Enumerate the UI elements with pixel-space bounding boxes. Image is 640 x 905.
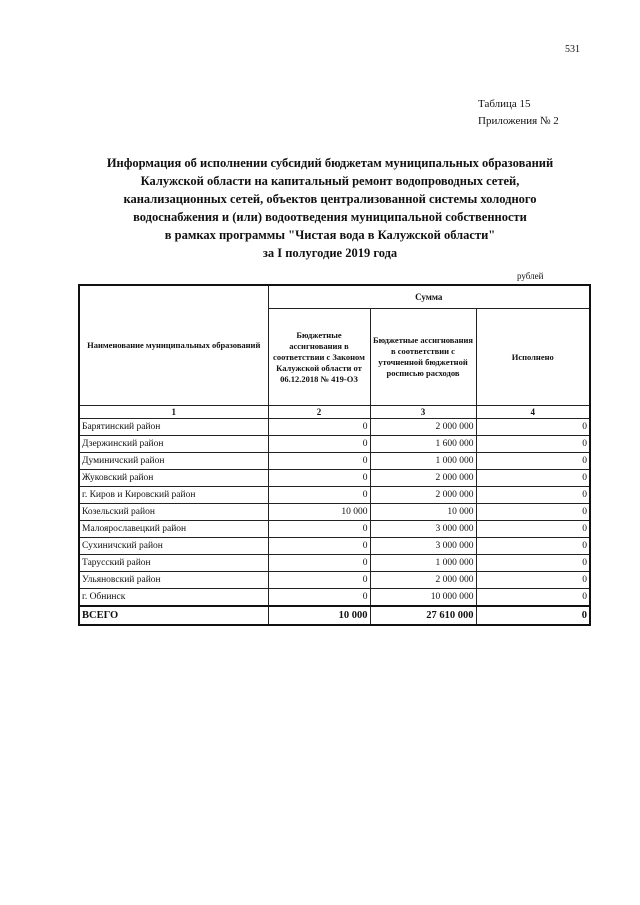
title-line: за I полугодие 2019 года — [262, 246, 398, 260]
column-number: 3 — [370, 406, 476, 419]
document-title — [60, 154, 600, 262]
executed-amount: 0 — [476, 572, 590, 589]
executed-amount: 0 — [476, 453, 590, 470]
municipality-name: Барятинский район — [79, 419, 268, 436]
revised-allocation: 1 000 000 — [370, 555, 476, 572]
units-label: рублей — [517, 271, 544, 281]
column-number: 2 — [268, 406, 370, 419]
title-line: водоснабжения и (или) водоотведения муниципальной собственности — [133, 210, 527, 224]
table-row — [79, 589, 590, 607]
table-row — [79, 436, 590, 453]
law-allocation: 0 — [268, 487, 370, 504]
appendix-number: Приложения № 2 — [478, 115, 559, 127]
header-name: Наименование муниципальных образований — [79, 285, 268, 406]
title-line: Информация об исполнении субсидий бюджетам муниципальных образований — [106, 156, 554, 170]
title-line: в рамках программы "Чистая вода в Калужской области" — [164, 228, 496, 242]
executed-amount: 0 — [476, 504, 590, 521]
law-allocation: 0 — [268, 419, 370, 436]
executed-amount: 0 — [476, 521, 590, 538]
revised-allocation: 10 000 000 — [370, 589, 476, 607]
law-allocation: 0 — [268, 555, 370, 572]
table-row — [79, 470, 590, 487]
table-row — [79, 487, 590, 504]
table-label: Таблица 15 — [478, 98, 531, 110]
revised-allocation: 10 000 — [370, 504, 476, 521]
table-row — [79, 538, 590, 555]
header-row — [79, 285, 590, 309]
title-line: канализационных сетей, объектов централизованной системы холодного — [123, 192, 537, 206]
municipality-name: Козельский район — [79, 504, 268, 521]
law-allocation: 10 000 — [268, 504, 370, 521]
revised-allocation: 2 000 000 — [370, 470, 476, 487]
total-row — [79, 606, 590, 625]
law-allocation: 0 — [268, 521, 370, 538]
law-allocation: 0 — [268, 453, 370, 470]
municipality-name: Жуковский район — [79, 470, 268, 487]
executed-amount: 0 — [476, 589, 590, 607]
header-revised-allocations: Бюджетные ассигнования в соответствии с уточненной бюджетной росписью расходов — [370, 309, 476, 406]
revised-allocation: 2 000 000 — [370, 572, 476, 589]
table-row — [79, 419, 590, 436]
table-row — [79, 572, 590, 589]
total-revised: 27 610 000 — [370, 606, 476, 625]
column-number: 4 — [476, 406, 590, 419]
municipality-name: Думиничский район — [79, 453, 268, 470]
executed-amount: 0 — [476, 487, 590, 504]
municipality-name: г. Обнинск — [79, 589, 268, 607]
header-sum: Сумма — [268, 285, 590, 309]
header-executed: Исполнено — [476, 309, 590, 406]
total-executed: 0 — [476, 606, 590, 625]
law-allocation: 0 — [268, 538, 370, 555]
municipality-name: Дзержинский район — [79, 436, 268, 453]
revised-allocation: 3 000 000 — [370, 521, 476, 538]
total-label: ВСЕГО — [79, 606, 268, 625]
page-number: 531 — [565, 44, 580, 55]
executed-amount: 0 — [476, 555, 590, 572]
law-allocation: 0 — [268, 572, 370, 589]
title-line: Калужской области на капитальный ремонт водопроводных сетей, — [140, 174, 520, 188]
municipality-name: г. Киров и Кировский район — [79, 487, 268, 504]
header-law-allocations: Бюджетные ассигнования в соответствии с Законом Калужской области от 06.12.2018 № 419-ОЗ — [268, 309, 370, 406]
law-allocation: 0 — [268, 470, 370, 487]
revised-allocation: 3 000 000 — [370, 538, 476, 555]
law-allocation: 0 — [268, 436, 370, 453]
table-body — [79, 419, 590, 607]
column-number: 1 — [79, 406, 268, 419]
table-row — [79, 521, 590, 538]
revised-allocation: 1 000 000 — [370, 453, 476, 470]
executed-amount: 0 — [476, 436, 590, 453]
report-table — [78, 284, 591, 626]
municipality-name: Тарусский район — [79, 555, 268, 572]
executed-amount: 0 — [476, 470, 590, 487]
column-number-row — [79, 406, 590, 419]
executed-amount: 0 — [476, 538, 590, 555]
revised-allocation: 1 600 000 — [370, 436, 476, 453]
executed-amount: 0 — [476, 419, 590, 436]
total-law: 10 000 — [268, 606, 370, 625]
table-row — [79, 555, 590, 572]
revised-allocation: 2 000 000 — [370, 419, 476, 436]
law-allocation: 0 — [268, 589, 370, 607]
table-row — [79, 453, 590, 470]
municipality-name: Ульяновский район — [79, 572, 268, 589]
appendix-label — [478, 96, 559, 130]
municipality-name: Малоярославецкий район — [79, 521, 268, 538]
municipality-name: Сухиничский район — [79, 538, 268, 555]
table-row — [79, 504, 590, 521]
revised-allocation: 2 000 000 — [370, 487, 476, 504]
